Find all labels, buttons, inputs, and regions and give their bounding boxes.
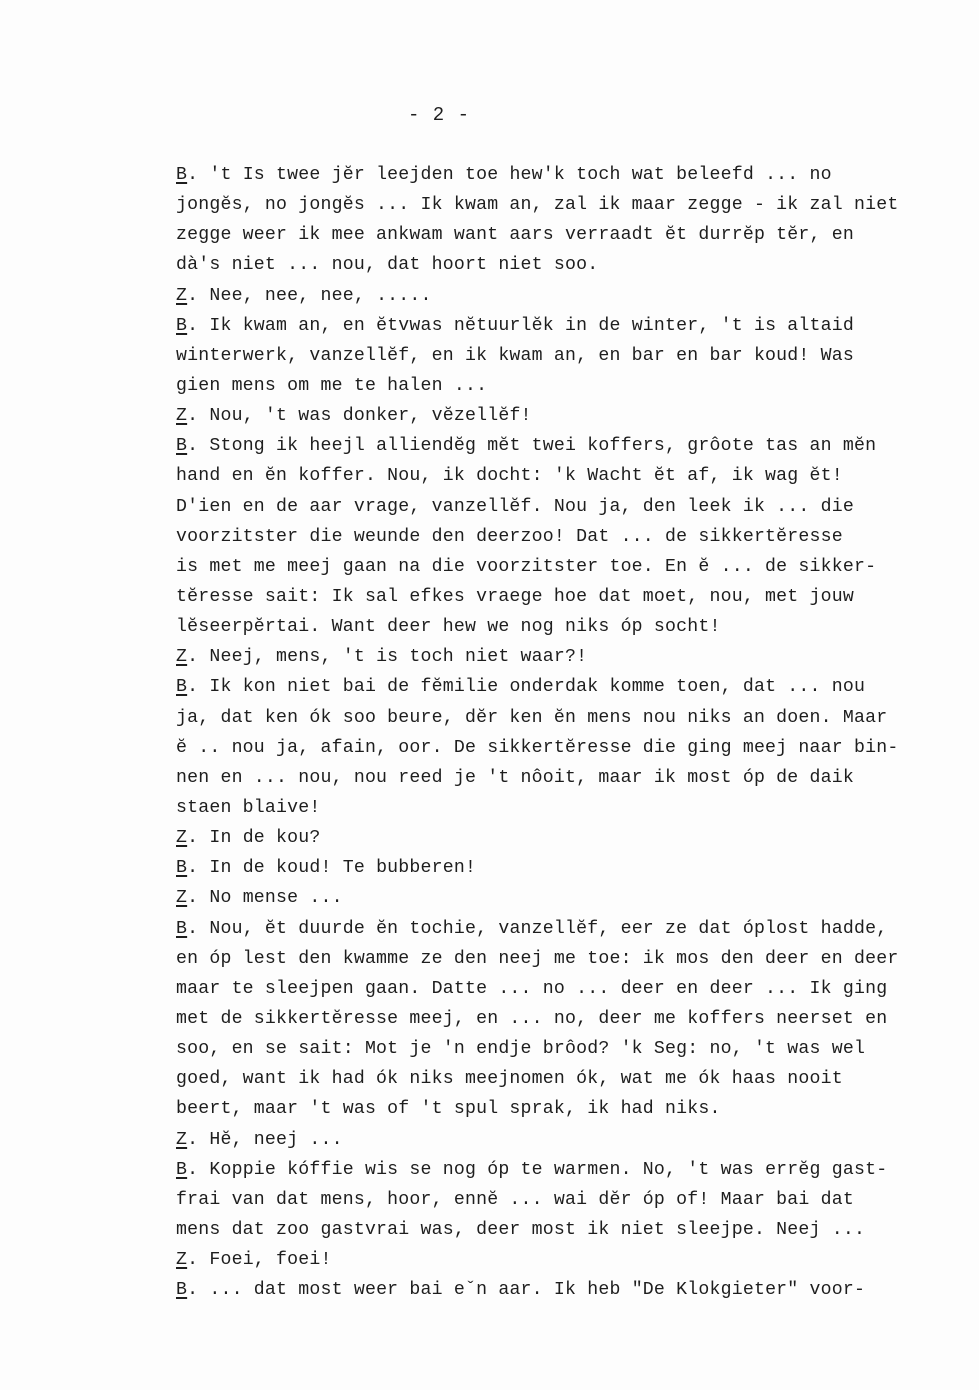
line-text: . Foei, foei! [187,1250,332,1271]
dialogue-line-continuation [176,582,976,612]
line-text: . In de kou? [187,828,321,849]
line-text: frai van dat mens, hoor, ennĕ ... wai dĕr óp of! Maar bai dat [176,1189,854,1210]
speaker-label: Z [176,406,188,427]
dialogue-line-start [176,883,976,913]
speaker-label: B [176,1280,188,1301]
line-text: soo, en se sait: Mot je 'n endje brôod? 'k Seg: no, 't was wel [176,1039,866,1060]
line-text: winterwerk, vanzellĕf, en ik kwam an, en bar en bar koud! Was [176,345,854,366]
dialogue-line-start [176,1155,976,1185]
dialogue-line-start [176,914,976,944]
dialogue-line-start [176,1125,976,1155]
dialogue-line-start [176,853,976,883]
dialogue-line-continuation [176,461,976,491]
speaker-label: B [176,165,188,185]
dialogue-line-continuation [176,944,976,974]
speaker-label: Z [176,285,188,306]
dialogue-line-continuation [176,793,976,823]
dialogue-line-continuation [176,703,976,733]
dialogue-line-continuation [176,1185,976,1215]
speaker-label: Z [176,888,188,909]
line-text: . ... dat most weer bai eˇn aar. Ik heb "De Klokgieter" voor- [187,1280,866,1301]
dialogue-line-continuation [176,250,976,280]
line-text: staen blaive! [176,797,321,818]
speaker-label: Z [176,1129,188,1150]
line-text: . Ik kon niet bai de fĕmilie onderdak komme toen, dat ... nou [187,677,866,698]
speaker-label: B [176,436,188,457]
line-text: D'ien en de aar vrage, vanzellĕf. Nou ja, den leek ik ... die [176,496,854,517]
dialogue-line-continuation [176,612,976,642]
line-text: . Koppie kóffie wis se nog óp te warmen. No, 't was errĕg gast- [187,1159,888,1180]
dialogue-line-continuation [176,522,976,552]
dialogue-line-continuation [176,1094,976,1124]
line-text: . Hĕ, neej ... [187,1129,343,1150]
line-text: . Nee, nee, nee, ..... [187,285,432,306]
line-text: . In de koud! Te bubberen! [187,858,477,879]
line-text: lĕseerpĕrtai. Want deer hew we nog niks óp socht! [176,617,721,638]
dialogue-line-start [176,160,976,190]
line-text: voorzitster die weunde den deerzoo! Dat ... de sikkertĕresse [176,526,843,547]
line-text: ja, dat ken ók soo beure, dĕr ken ĕn mens nou niks an doen. Maar [176,707,888,728]
page-number: - 2 - [408,104,471,126]
speaker-label: B [176,677,188,698]
dialogue-line-continuation [176,220,976,250]
dialogue-line-start [176,642,976,672]
line-text: . Neej, mens, 't is toch niet waar?! [187,647,588,668]
dialogue-line-continuation [176,1215,976,1245]
dialogue-line-continuation [176,552,976,582]
speaker-label: B [176,918,188,939]
dialogue-line-continuation [176,492,976,522]
line-text: ĕ .. nou ja, afain, oor. De sikkertĕresse die ging meej naar bin- [176,737,899,758]
transcript-text [176,160,976,1305]
line-text: tĕresse sait: Ik sal efkes vraege hoe dat moet, nou, met jouw [176,586,854,607]
line-text: zegge weer ik mee ankwam want aars verraadt ĕt durrĕp tĕr, en [176,225,854,246]
dialogue-line-continuation [176,974,976,1004]
dialogue-line-continuation [176,190,976,220]
line-text: en óp lest den kwamme ze den neej me toe: ik mos den deer en deer [176,948,899,969]
dialogue-line-continuation [176,1034,976,1064]
line-text: gien mens om me te halen ... [176,375,488,396]
speaker-label: Z [176,1250,188,1271]
line-text: dà's niet ... nou, dat hoort niet soo. [176,255,599,276]
line-text: maar te sleejpen gaan. Datte ... no ... deer en deer ... Ik ging [176,978,888,999]
line-text: nen en ... nou, nou reed je 't nôoit, maar ik most óp de daik [176,767,854,788]
line-text: met de sikkertĕresse meej, en ... no, deer me koffers neerset en [176,1008,888,1029]
speaker-label: Z [176,828,188,849]
dialogue-line-start [176,281,976,311]
dialogue-line-start [176,672,976,702]
line-text: . Ik kwam an, en ĕtvwas nĕtuurlĕk in de winter, 't is altaid [187,315,854,336]
dialogue-line-start [176,431,976,461]
dialogue-line-start [176,401,976,431]
speaker-label: Z [176,647,188,668]
dialogue-line-start [176,1275,976,1305]
line-text: goed, want ik had ók niks meejnomen ók, wat me ók haas nooit [176,1069,843,1090]
line-text: is met me meej gaan na die voorzitster toe. En ĕ ... de sikker- [176,556,877,577]
speaker-label: B [176,858,188,879]
dialogue-line-start [176,311,976,341]
dialogue-line-start [176,1245,976,1275]
line-text: . 't Is twee jĕr leejden toe hew'k toch wat beleefd ... no [187,165,832,185]
speaker-label: B [176,1159,188,1180]
dialogue-line-continuation [176,371,976,401]
dialogue-line-continuation [176,1004,976,1034]
dialogue-line-continuation [176,763,976,793]
line-text: . No mense ... [187,888,343,909]
line-text: hand en ĕn koffer. Nou, ik docht: 'k Wacht ĕt af, ik wag ĕt! [176,466,843,487]
line-text: beert, maar 't was of 't spul sprak, ik had niks. [176,1099,721,1120]
line-text: jongĕs, no jongĕs ... Ik kwam an, zal ik maar zegge - ik zal niet [176,195,899,216]
speaker-label: B [176,315,188,336]
dialogue-line-start [176,823,976,853]
dialogue-line-continuation [176,733,976,763]
dialogue-line-continuation [176,1064,976,1094]
line-text: . Nou, 't was donker, vĕzellĕf! [187,406,532,427]
dialogue-line-continuation [176,341,976,371]
line-text: mens dat zoo gastvrai was, deer most ik niet sleejpe. Neej ... [176,1219,866,1240]
line-text: . Nou, ĕt duurde ĕn tochie, vanzellĕf, eer ze dat óplost hadde, [187,918,888,939]
line-text: . Stong ik heejl alliendĕg mĕt twei koffers, grôote tas an mĕn [187,436,877,457]
